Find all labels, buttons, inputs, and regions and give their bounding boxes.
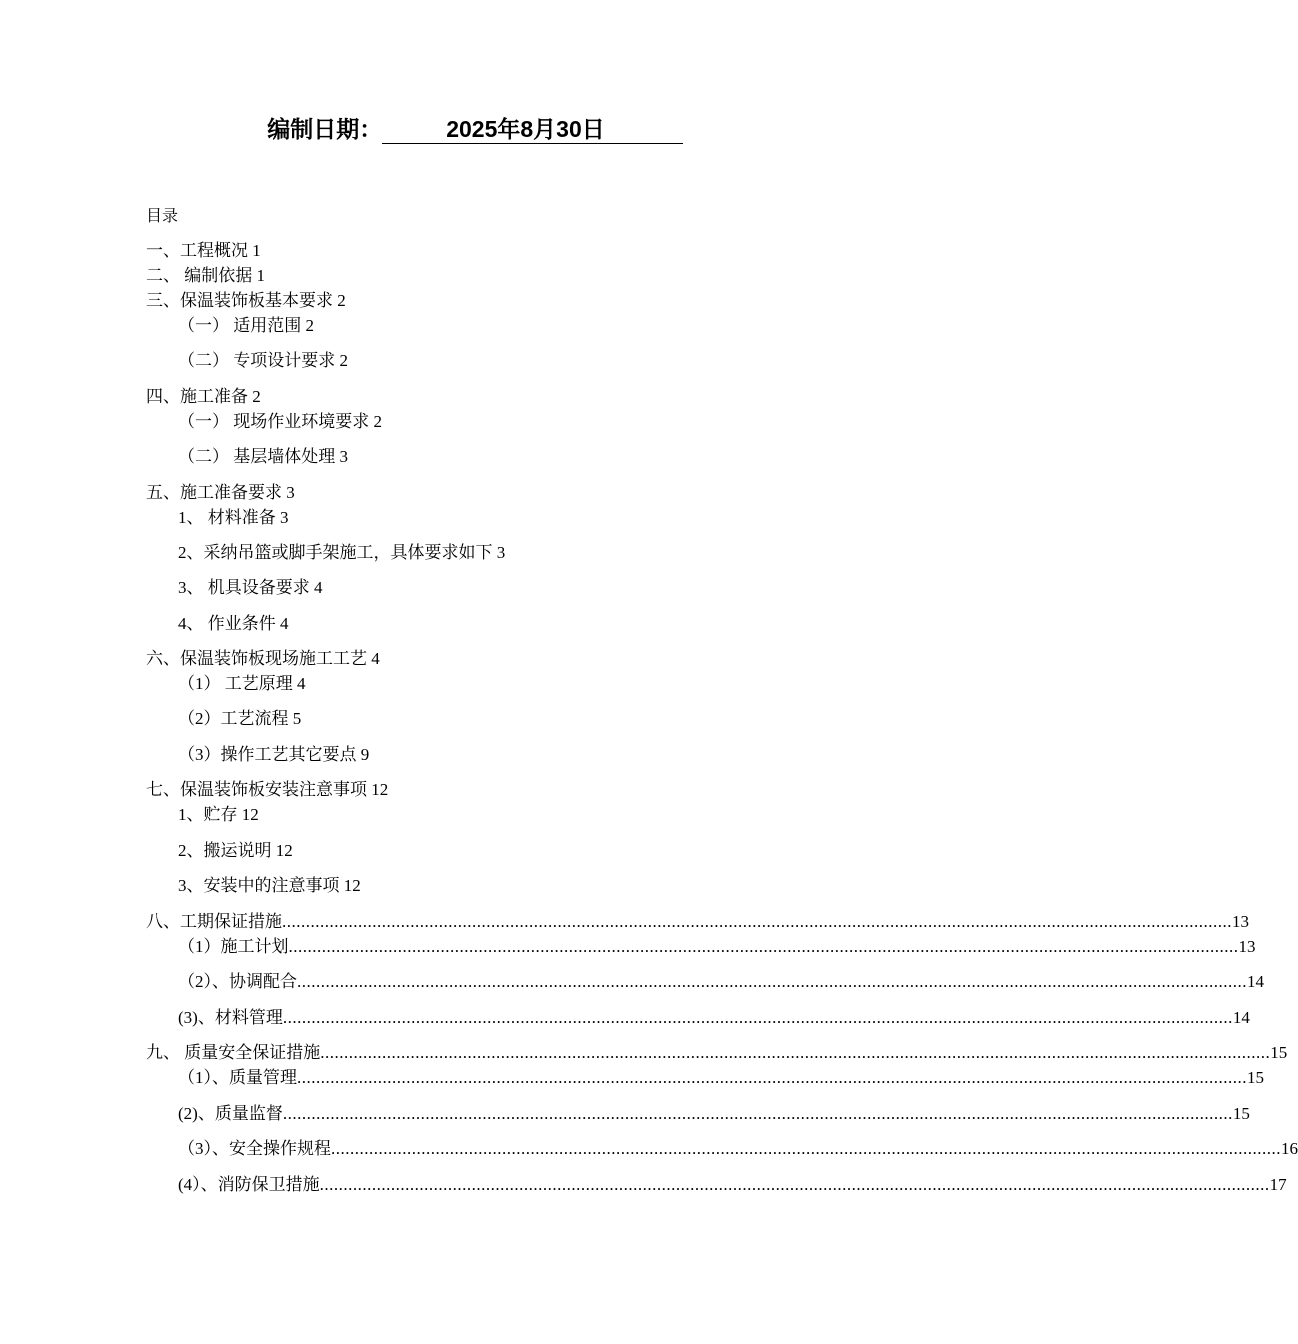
toc-page-number: 14: [1247, 972, 1264, 991]
toc-page-number: 16: [1281, 1139, 1298, 1158]
toc-entry[interactable]: 六、保温装饰板现场施工工艺 4: [146, 649, 380, 668]
toc-entry[interactable]: 3、 机具设备要求 4: [178, 578, 323, 597]
date-label: 编制日期：: [267, 116, 383, 142]
toc-entry[interactable]: 三、保温装饰板基本要求 2: [146, 291, 346, 310]
toc-entry-dotted[interactable]: [178, 1173, 1287, 1197]
toc-entry[interactable]: （一） 现场作业环境要求 2: [178, 412, 382, 431]
toc-entry-dotted[interactable]: [178, 1006, 1250, 1030]
toc-title: 目录: [146, 208, 179, 225]
date-value: 2025年8月30日: [382, 115, 683, 144]
toc-entry[interactable]: （一） 适用范围 2: [178, 316, 314, 335]
dot-leader: ........................................................................................................................................................................................................: [288, 937, 1239, 956]
toc-entry-text: （2）、协调配合: [178, 972, 297, 991]
toc-entry-text: (3)、材料管理: [178, 1008, 283, 1027]
toc-page-number: 13: [1238, 937, 1256, 956]
toc-entry-text: 八、工期保证措施: [146, 912, 282, 931]
compile-date-line: [0, 112, 950, 146]
toc-entry[interactable]: （二） 基层墙体处理 3: [178, 447, 348, 466]
toc-page-number: 15: [1247, 1068, 1264, 1087]
dot-leader: ........................................................................................................................................................................................................: [297, 1068, 1247, 1087]
dot-leader: ........................................................................................................................................................................................................: [319, 1175, 1270, 1194]
toc-entry[interactable]: （二） 专项设计要求 2: [178, 351, 348, 370]
toc-entry[interactable]: 四、施工准备 2: [146, 387, 261, 406]
toc-entry[interactable]: 五、施工准备要求 3: [146, 483, 295, 502]
toc-entry-dotted[interactable]: [178, 1066, 1264, 1090]
dot-leader: ........................................................................................................................................................................................................: [331, 1139, 1281, 1158]
toc-entry-text: (4）、消防保卫措施: [178, 1175, 320, 1194]
toc-page-number: 13: [1232, 912, 1249, 931]
toc-entry-dotted[interactable]: [146, 910, 1249, 934]
dot-leader: ........................................................................................................................................................................................................: [320, 1043, 1271, 1062]
toc-entry[interactable]: 二、 编制依据 1: [146, 266, 265, 285]
toc-entry-text: （1）、质量管理: [178, 1068, 297, 1087]
toc-entry[interactable]: 2、采纳吊篮或脚手架施工，具体要求如下 3: [178, 543, 506, 562]
toc-entry[interactable]: 七、保温装饰板安装注意事项 12: [146, 780, 389, 799]
toc-page-number: 15: [1270, 1043, 1288, 1062]
toc-entry-dotted[interactable]: [178, 970, 1264, 994]
toc-entry[interactable]: 一、工程概况 1: [146, 241, 261, 260]
toc-entry-dotted[interactable]: [178, 935, 1256, 959]
toc-entry[interactable]: （3）操作工艺其它要点 9: [178, 745, 370, 764]
toc-entry-text: 九、 质量安全保证措施: [146, 1043, 321, 1062]
toc-entry[interactable]: 1、 材料准备 3: [178, 508, 289, 527]
toc-entry[interactable]: （1） 工艺原理 4: [178, 674, 306, 693]
toc-entry-dotted[interactable]: [178, 1102, 1250, 1126]
toc-entry-text: （1）施工计划: [178, 937, 289, 956]
toc-entry[interactable]: 3、安装中的注意事项 12: [178, 876, 361, 895]
toc-entry[interactable]: 2、搬运说明 12: [178, 841, 293, 860]
toc-entry-text: （3）、安全操作规程: [178, 1139, 331, 1158]
toc-page-number: 17: [1269, 1175, 1287, 1194]
dot-leader: ........................................................................................................................................................................................................: [282, 912, 1232, 931]
toc-entry[interactable]: 4、 作业条件 4: [178, 614, 289, 633]
toc-entry-dotted[interactable]: [178, 1137, 1298, 1161]
dot-leader: ........................................................................................................................................................................................................: [282, 1008, 1233, 1027]
toc-entry[interactable]: 1、贮存 12: [178, 805, 259, 824]
toc-page-number: 15: [1232, 1104, 1250, 1123]
toc-entry[interactable]: （2）工艺流程 5: [178, 709, 302, 728]
toc-entry-dotted[interactable]: [146, 1041, 1288, 1065]
dot-leader: ........................................................................................................................................................................................................: [297, 972, 1247, 991]
dot-leader: ........................................................................................................................................................................................................: [282, 1104, 1233, 1123]
toc-entry-text: (2)、质量监督: [178, 1104, 283, 1123]
toc-page-number: 14: [1232, 1008, 1250, 1027]
